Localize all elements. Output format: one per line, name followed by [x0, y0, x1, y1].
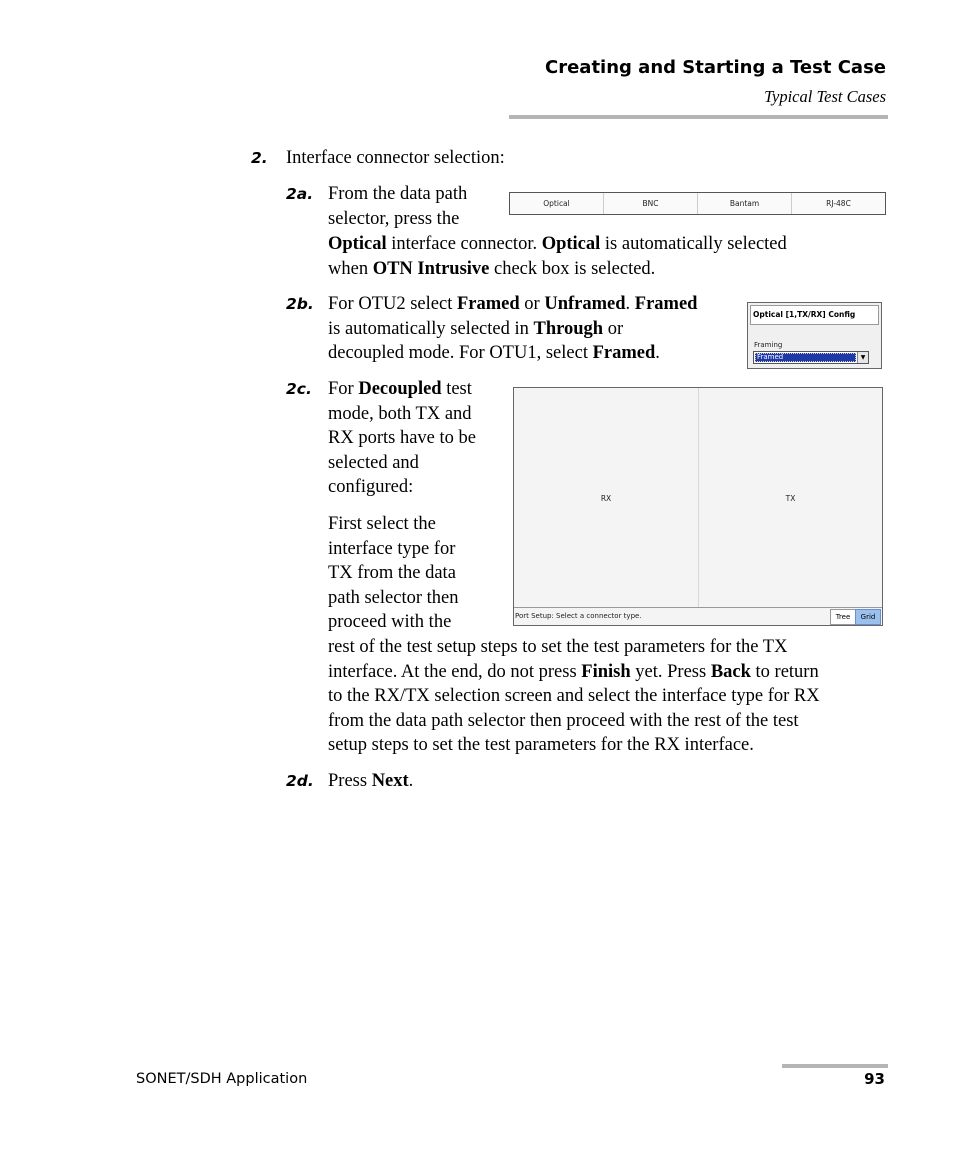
substep-label: 2a.	[286, 185, 314, 203]
substep-2c-text: For Decoupled test mode, both TX and RX ports have to be selected and configured:	[328, 379, 476, 498]
port-setup-window	[513, 387, 883, 626]
substep-2d-text: Press Next.	[328, 771, 414, 791]
substep-2a-text-cont: Optical interface connector. Optical is automatically selected when OTN Intrusive check box is selected.	[328, 234, 787, 279]
port-setup-status-bar	[514, 607, 882, 625]
chevron-down-icon[interactable]: ▼	[857, 352, 868, 363]
config-panel-title: Optical [1,TX/RX] Config	[750, 305, 879, 325]
framing-label: Framing	[754, 341, 783, 349]
optical-connector-button[interactable]: Optical	[510, 193, 604, 214]
header-rule	[509, 115, 888, 119]
bantam-connector-button[interactable]: Bantam	[698, 193, 792, 214]
substep-label: 2b.	[286, 295, 314, 313]
substep-2b-text: For OTU2 select Framed or Unframed. Framed is automatically selected in Through or decoupled mode. For OTU1, select Framed.	[328, 294, 698, 364]
step-number: 2.	[251, 149, 268, 167]
tx-port-label: TX	[785, 493, 796, 503]
tab-tree[interactable]: Tree	[830, 609, 856, 625]
rx-port-pane[interactable]	[514, 388, 699, 608]
rj48c-connector-button[interactable]: RJ-48C	[826, 199, 851, 208]
footer-rule	[782, 1064, 888, 1068]
substep-2c-paragraph: First select the interface type for TX from the data path selector then proceed with the rest of the test setup steps to set the test parameters for the TX interface. At the end, do not press Finish yet. Press Back to return to the RX/TX selection screen and select the interface type for RX from the data path selector then proceed with the rest of the test setup steps to set the test parameters for the RX interface.	[328, 514, 820, 756]
rx-port-label: RX	[600, 493, 612, 503]
section-subtitle: Typical Test Cases	[764, 87, 886, 106]
status-text: Port Setup: Select a connector type.	[515, 612, 642, 620]
framing-selected-value: Framed	[755, 353, 856, 362]
substep-2a-text: From the data path selector, press the	[328, 184, 468, 229]
step-text: Interface connector selection:	[286, 148, 505, 168]
substep-label: 2d.	[286, 772, 314, 790]
framing-dropdown[interactable]	[753, 351, 869, 364]
tx-port-pane[interactable]	[699, 388, 882, 608]
substep-label: 2c.	[286, 380, 312, 398]
connector-selector-bar	[509, 192, 886, 215]
tab-grid[interactable]: Grid	[855, 609, 881, 625]
framing-config-panel	[747, 302, 882, 369]
chapter-title: Creating and Starting a Test Case	[545, 57, 886, 78]
document-name: SONET/SDH Application	[136, 1071, 308, 1087]
page-number: 93	[864, 1070, 885, 1088]
bnc-connector-button[interactable]: BNC	[604, 193, 698, 214]
